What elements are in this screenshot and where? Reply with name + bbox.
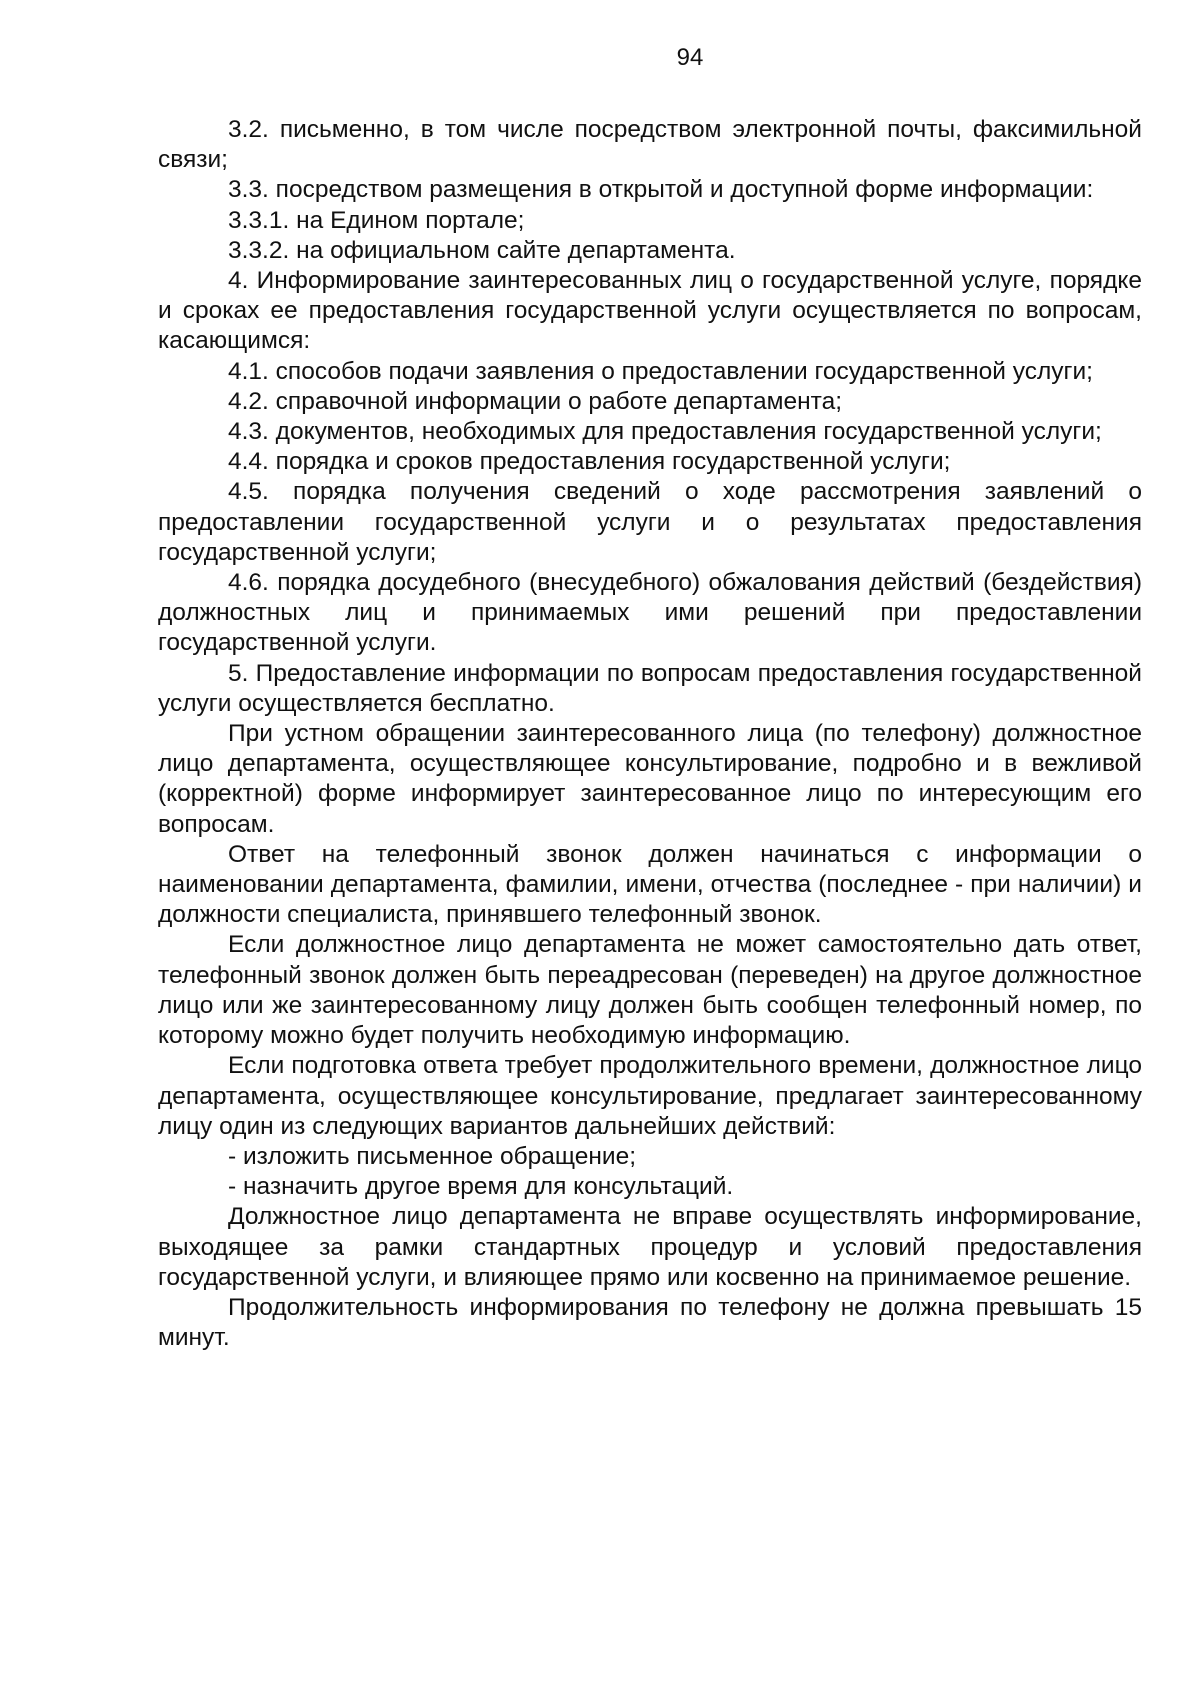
paragraph-3-3: 3.3. посредством размещения в открытой и доступной форме информации: xyxy=(228,176,1094,204)
paragraph-4-1: 4.1. способов подачи заявления о предоставлении государственной услуги; xyxy=(228,357,1093,385)
paragraph-5: 5. Предоставление информации по вопросам предоставления государственной услуги осуществляется бесплатно. xyxy=(158,659,1142,717)
page-number: 94 xyxy=(676,44,704,71)
paragraph-4-2: 4.2. справочной информации о работе департамента; xyxy=(228,387,843,415)
paragraph-4-6: 4.6. порядка досудебного (внесудебного) обжалования действий (бездействия) должностных лиц и принимаемых ими решений при предоставлении государственной услуги. xyxy=(158,569,1142,657)
paragraph-4-4: 4.4. порядка и сроков предоставления государственной услуги; xyxy=(228,448,951,476)
paragraph-4-3: 4.3. документов, необходимых для предоставления государственной услуги; xyxy=(228,418,1102,446)
paragraph-4: 4. Информирование заинтересованных лиц о государственной услуге, порядке и сроках ее предоставления государственной услуги осуществляется по вопросам, касающимся: xyxy=(158,267,1142,355)
document-body xyxy=(158,115,1142,1353)
paragraph-oral-request: При устном обращении заинтересованного лица (по телефону) должностное лицо департамента, осуществляющее консультирование, подробно и в вежливой (корректной) форме информирует заинтересованное лицо по интересующим его вопросам. xyxy=(158,720,1142,838)
list-item-other-time: - назначить другое время для консультаций. xyxy=(228,1173,734,1201)
list-item-written-request: - изложить письменное обращение; xyxy=(228,1142,637,1170)
paragraph-duration: Продолжительность информирования по телефону не должна превышать 15 минут. xyxy=(158,1293,1142,1352)
paragraph-4-5: 4.5. порядка получения сведений о ходе рассмотрения заявлений о предоставлении государственной услуги и о результатах предоставления государственной услуги; xyxy=(158,478,1142,566)
paragraph-3-3-2: 3.3.2. на официальном сайте департамента. xyxy=(228,236,736,264)
paragraph-phone-answer: Ответ на телефонный звонок должен начинаться с информации о наименовании департамента, фамилии, имени, отчества (последнее - при наличии) и должности специалиста, принявшего телефонный звонок. xyxy=(158,840,1142,929)
paragraph-3-2: 3.2. письменно, в том числе посредством электронной почты, факсимильной связи; xyxy=(158,116,1142,174)
paragraph-restriction: Должностное лицо департамента не вправе осуществлять информирование, выходящее за рамки стандартных процедур и условий предоставления государственной услуги, и влияющее прямо или косвенно на принимаемое решение. xyxy=(158,1203,1142,1291)
paragraph-3-3-1: 3.3.1. на Едином портале; xyxy=(228,206,525,234)
paragraph-redirect: Если должностное лицо департамента не может самостоятельно дать ответ, телефонный звонок должен быть переадресован (переведен) на другое должностное лицо или же заинтересованному лицу должен быть сообщен телефонный номер, по которому можно будет получить необходимую информацию. xyxy=(158,931,1142,1050)
paragraph-long-answer: Если подготовка ответа требует продолжительного времени, должностное лицо департамента, осуществляющее консультирование, предлагает заинтересованному лицу один из следующих вариантов дальнейших действий: xyxy=(158,1052,1142,1140)
